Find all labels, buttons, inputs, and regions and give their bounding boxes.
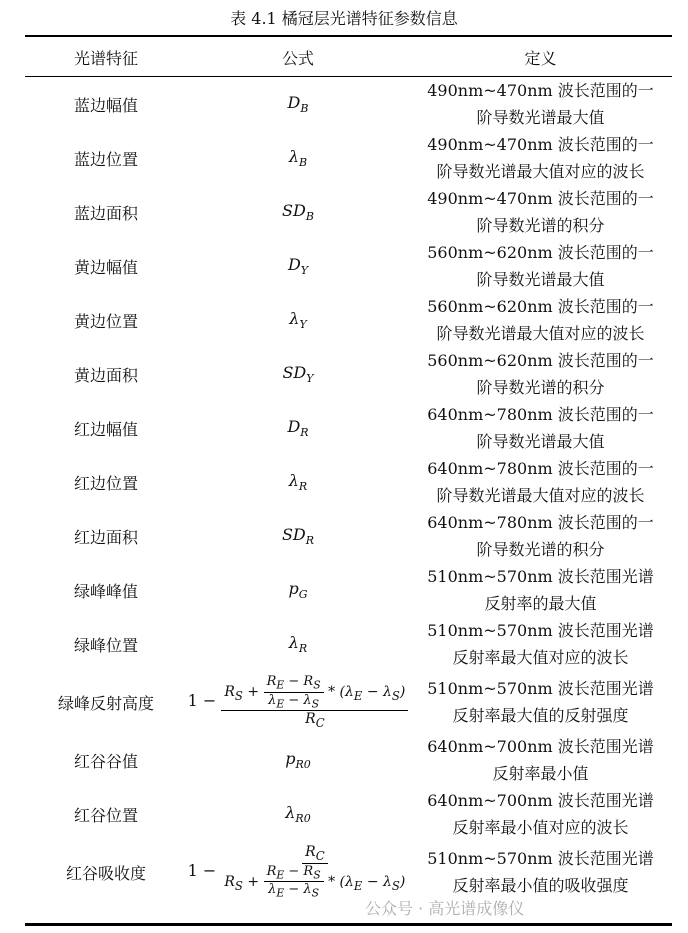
definition-cell xyxy=(409,563,672,617)
formula-cell xyxy=(187,77,409,132)
formula-symbol: $\lambda_R$ xyxy=(288,470,308,494)
formula-cell xyxy=(187,671,409,733)
definition-line-1: 510nm~570nm 波长范围光谱 xyxy=(427,849,654,868)
feature-name: 红边位置 xyxy=(73,473,138,493)
formula-cell xyxy=(187,733,409,787)
feature-name: 蓝边幅值 xyxy=(73,95,138,115)
formula-cell xyxy=(187,239,409,293)
formula-cell xyxy=(187,347,409,401)
definition-cell xyxy=(409,671,672,733)
definition-line-1: 510nm~570nm 波长范围光谱 xyxy=(427,567,654,586)
definition-line-1: 510nm~570nm 波长范围光谱 xyxy=(427,679,654,698)
table-row xyxy=(25,131,672,185)
formula-cell xyxy=(187,401,409,455)
definition-line-2: 阶导数光谱最大值对应的波长 xyxy=(436,324,645,343)
definition-line-2: 反射率最大值的反射强度 xyxy=(452,706,629,725)
definition-line-1: 490nm~470nm 波长范围的一 xyxy=(427,81,654,100)
bottom-rule xyxy=(25,923,672,926)
table-row xyxy=(25,347,672,401)
definition-line-2: 阶导数光谱最大值对应的波长 xyxy=(436,486,645,505)
formula-symbol: $D_Y$ xyxy=(287,254,309,278)
formula-cell xyxy=(187,841,409,903)
definition-line-1: 640nm~780nm 波长范围的一 xyxy=(427,405,654,424)
formula-cell xyxy=(187,617,409,671)
formula-symbol: $\lambda_R$ xyxy=(288,632,308,656)
definition-cell xyxy=(409,401,672,455)
formula-cell xyxy=(187,563,409,617)
feature-name: 黄边位置 xyxy=(73,311,138,331)
formula-cell xyxy=(187,509,409,563)
definition-cell xyxy=(409,239,672,293)
definition-cell xyxy=(409,77,672,132)
formula-green-peak-height: 1 − $R_S$ + $\frac{R_E - R_S}{\lambda_E - \lambda_S}$ * $(\lambda_E - \lambda_S)$ $R_C$ xyxy=(188,691,409,710)
feature-name: 红谷吸收度 xyxy=(65,863,146,883)
formula-cell xyxy=(187,185,409,239)
formula-symbol: $SD_R$ xyxy=(281,524,315,548)
spectral-feature-table xyxy=(25,38,672,903)
table-row xyxy=(25,401,672,455)
definition-cell xyxy=(409,787,672,841)
definition-line-1: 640nm~780nm 波长范围的一 xyxy=(427,513,654,532)
definition-line-2: 反射率最小值的吸收强度 xyxy=(452,876,629,895)
header-formula: 公式 xyxy=(187,38,409,77)
table-row xyxy=(25,563,672,617)
definition-cell xyxy=(409,617,672,671)
definition-line-2: 阶导数光谱最大值 xyxy=(476,108,605,127)
definition-line-2: 阶导数光谱的积分 xyxy=(476,540,605,559)
top-rule xyxy=(25,35,672,37)
definition-line-1: 560nm~620nm 波长范围的一 xyxy=(427,297,654,316)
formula-symbol: $D_R$ xyxy=(287,416,309,440)
table-row xyxy=(25,509,672,563)
formula-cell xyxy=(187,455,409,509)
definition-cell xyxy=(409,131,672,185)
formula-symbol: $SD_Y$ xyxy=(282,362,314,386)
feature-name: 黄边幅值 xyxy=(73,257,138,277)
feature-name: 红谷位置 xyxy=(73,805,138,825)
header-definition: 定义 xyxy=(409,38,672,77)
definition-line-2: 反射率的最大值 xyxy=(484,594,597,613)
feature-name: 蓝边面积 xyxy=(73,203,138,223)
definition-line-1: 490nm~470nm 波长范围的一 xyxy=(427,189,654,208)
table-row xyxy=(25,787,672,841)
formula-symbol: $D_B$ xyxy=(287,92,309,116)
table-row xyxy=(25,185,672,239)
definition-line-1: 640nm~700nm 波长范围光谱 xyxy=(427,791,654,810)
formula-symbol: $SD_B$ xyxy=(282,200,314,224)
formula-cell xyxy=(187,293,409,347)
definition-line-2: 阶导数光谱最大值 xyxy=(476,270,605,289)
formula-symbol: $\lambda_B$ xyxy=(288,146,308,170)
table-row xyxy=(25,293,672,347)
definition-cell xyxy=(409,347,672,401)
feature-name: 红边面积 xyxy=(73,527,138,547)
definition-line-2: 反射率最小值对应的波长 xyxy=(452,818,629,837)
definition-line-2: 阶导数光谱的积分 xyxy=(476,378,605,397)
formula-symbol: $p_G$ xyxy=(288,578,308,602)
definition-line-1: 490nm~470nm 波长范围的一 xyxy=(427,135,654,154)
header-row xyxy=(25,38,672,77)
definition-line-1: 640nm~700nm 波长范围光谱 xyxy=(427,737,654,756)
formula-cell xyxy=(187,787,409,841)
definition-cell xyxy=(409,293,672,347)
table-row xyxy=(25,617,672,671)
definition-cell xyxy=(409,733,672,787)
formula-red-valley-absorption: 1 − $R_C$ $R_S$ + $\frac{R_E - R_S}{\lambda_E - \lambda_S}$ * $(\lambda_E - \lambda_S)$ xyxy=(187,844,406,900)
definition-cell xyxy=(409,509,672,563)
feature-name: 红谷谷值 xyxy=(73,751,138,771)
table-row xyxy=(25,455,672,509)
feature-name: 绿峰峰值 xyxy=(73,581,138,601)
feature-name: 蓝边位置 xyxy=(73,149,138,169)
table-row xyxy=(25,239,672,293)
definition-line-1: 640nm~780nm 波长范围的一 xyxy=(427,459,654,478)
definition-line-2: 反射率最大值对应的波长 xyxy=(452,648,629,667)
formula-symbol: $p_{R0}$ xyxy=(285,748,311,772)
table-row xyxy=(25,841,672,903)
definition-line-2: 阶导数光谱最大值对应的波长 xyxy=(436,162,645,181)
definition-cell xyxy=(409,455,672,509)
definition-line-1: 510nm~570nm 波长范围光谱 xyxy=(427,621,654,640)
table-row xyxy=(25,77,672,132)
definition-cell xyxy=(409,841,672,903)
feature-name: 绿峰反射高度 xyxy=(57,693,154,713)
feature-name: 黄边面积 xyxy=(73,365,138,385)
feature-name: 绿峰位置 xyxy=(73,635,138,655)
definition-line-2: 阶导数光谱的积分 xyxy=(476,216,605,235)
formula-symbol: $\lambda_{R0}$ xyxy=(285,802,311,826)
table-row xyxy=(25,733,672,787)
feature-name: 红边幅值 xyxy=(73,419,138,439)
table-caption: 表 4.1 橘冠层光谱特征参数信息 xyxy=(230,9,458,28)
formula-cell xyxy=(187,131,409,185)
table-row xyxy=(25,671,672,733)
definition-line-1: 560nm~620nm 波长范围的一 xyxy=(427,243,654,262)
definition-line-1: 560nm~620nm 波长范围的一 xyxy=(427,351,654,370)
definition-cell xyxy=(409,185,672,239)
definition-line-2: 阶导数光谱最大值 xyxy=(476,432,605,451)
header-feature: 光谱特征 xyxy=(25,38,187,77)
definition-line-2: 反射率最小值 xyxy=(492,764,589,783)
formula-symbol: $\lambda_Y$ xyxy=(289,308,307,332)
watermark: 公众号 · 高光谱成像仪 xyxy=(365,899,525,918)
